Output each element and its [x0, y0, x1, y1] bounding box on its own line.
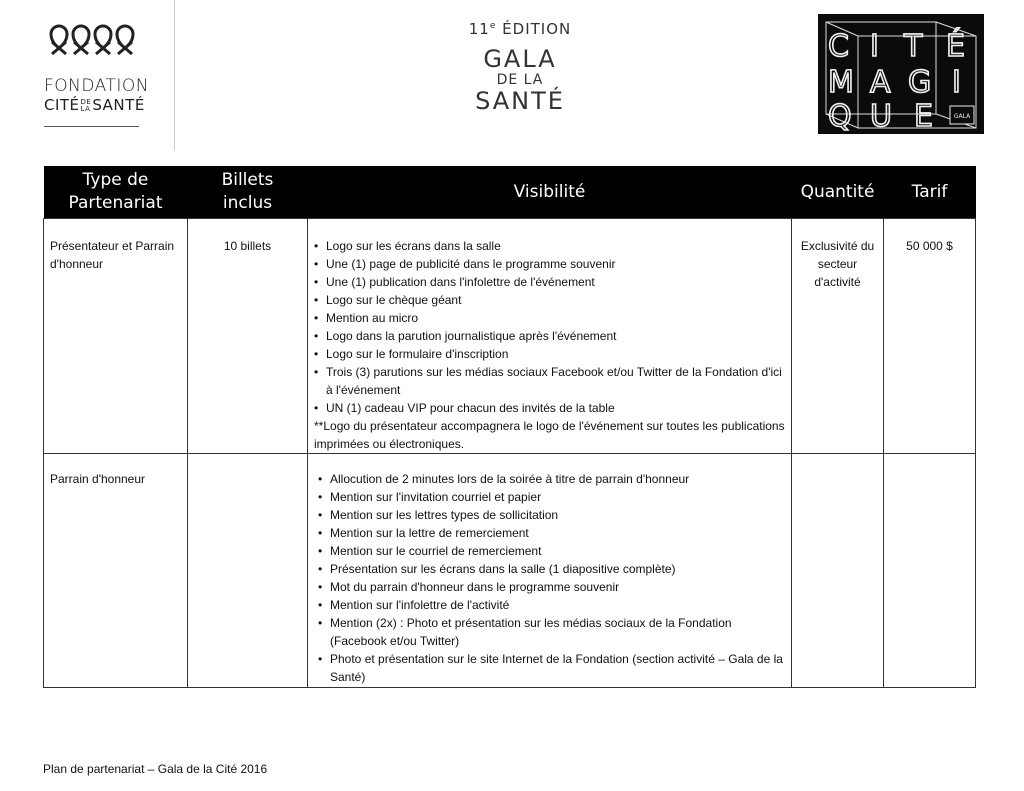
list-item: • UN (1) cadeau VIP pour chacun des invités de la table	[314, 399, 785, 417]
col-header-visibilite: Visibilité	[308, 166, 792, 219]
tarif-cell	[884, 454, 976, 688]
type-text: Présentateur et Parrain d'honneur	[50, 239, 175, 271]
list-item: • Mention sur la lettre de remerciement	[318, 524, 785, 542]
visibility-list	[314, 237, 785, 417]
col-header-billets: Billets inclus	[188, 166, 308, 219]
letter-m: M	[828, 65, 854, 100]
quantite-text: Exclusivité du secteur d'activité	[800, 239, 875, 289]
fondation-logo	[44, 18, 149, 133]
col-header-type: Type de Partenariat	[44, 166, 188, 219]
gala-badge-text: GALA	[953, 113, 971, 120]
list-item: • Logo sur les écrans dans la salle	[314, 237, 785, 255]
type-cell	[44, 219, 188, 454]
edition-word: ÉDITION	[502, 20, 572, 38]
tarif-cell	[884, 219, 976, 454]
list-item: • Mention sur les lettres types de sollicitation	[318, 506, 785, 524]
cite-sante-word	[44, 96, 145, 114]
tarif-text	[884, 454, 975, 470]
letter-u: U	[870, 99, 892, 134]
gala-word: GALA	[483, 45, 557, 73]
de-la-word: DE LA	[496, 72, 544, 88]
table-header-row	[44, 166, 976, 219]
col-header-quantite: Quantité	[792, 166, 884, 219]
list-item: • Mention sur l'infolettre de l'activité	[318, 596, 785, 614]
sante-text: SANTÉ	[92, 96, 145, 114]
logo-underline	[44, 126, 139, 127]
cite-text: CITÉ	[44, 96, 80, 114]
list-item: • Mot du parrain d'honneur dans le programme souvenir	[318, 578, 785, 596]
quantite-cell	[792, 219, 884, 454]
letter-a: A	[870, 65, 891, 100]
list-item: • Mention au micro	[314, 309, 785, 327]
la-text: LA	[80, 104, 91, 113]
gala-title-logo	[440, 20, 600, 114]
header-divider	[174, 0, 175, 150]
list-item: • Photo et présentation sur le site Internet de la Fondation (section activité – Gala de la Santé)	[318, 650, 785, 686]
billets-text	[188, 454, 307, 470]
edition-label	[440, 20, 600, 38]
table-row	[44, 454, 976, 688]
visibilite-cell	[308, 454, 792, 688]
presenter-note: **Logo du présentateur accompagnera le logo de l'événement sur toutes les publications imprimées ou électroniques.	[314, 419, 785, 451]
letter-t: T	[904, 29, 923, 64]
page-footer: Plan de partenariat – Gala de la Cité 2016	[43, 762, 268, 776]
list-item: • Allocution de 2 minutes lors de la soirée à titre de parrain d'honneur	[318, 470, 785, 488]
quantite-text	[792, 454, 883, 470]
edition-suffix: e	[489, 21, 497, 31]
billets-text: 10 billets	[223, 239, 272, 253]
visibilite-cell	[308, 219, 792, 454]
cite-magique-logo	[818, 14, 984, 134]
list-item: • Présentation sur les écrans dans la salle (1 diapositive complète)	[318, 560, 785, 578]
visibility-list	[314, 470, 785, 686]
letter-e: E	[914, 99, 933, 134]
letter-i: I	[870, 29, 879, 64]
fondation-word: FONDATION	[44, 76, 149, 96]
tarif-text: 50 000 $	[906, 239, 953, 253]
letter-q: Q	[828, 99, 852, 134]
list-item: • Une (1) page de publicité dans le programme souvenir	[314, 255, 785, 273]
letter-e-accent: É	[946, 29, 965, 64]
list-item: • Logo sur le chèque géant	[314, 291, 785, 309]
billets-cell	[188, 454, 308, 688]
list-item: • Mention sur l'invitation courriel et papier	[318, 488, 785, 506]
letter-c: C	[828, 29, 849, 64]
de-text: DE	[80, 97, 92, 106]
list-item: • Mention sur le courriel de remerciement	[318, 542, 785, 560]
letter-g: G	[908, 65, 932, 100]
cube-letters-graphic	[818, 14, 984, 134]
billets-cell	[188, 219, 308, 454]
list-item: • Logo dans la parution journalistique après l'événement	[314, 327, 785, 345]
sante-word: SANTÉ	[475, 87, 565, 115]
col-header-tarif: Tarif	[884, 166, 976, 219]
list-item: • Logo sur le formulaire d'inscription	[314, 345, 785, 363]
letter-i2: I	[952, 65, 961, 100]
list-item: • Une (1) publication dans l'infolettre de l'événement	[314, 273, 785, 291]
type-cell	[44, 454, 188, 688]
edition-number: 11	[468, 20, 490, 38]
list-item: • Mention (2x) : Photo et présentation sur les médias sociaux de la Fondation (Facebook et/ou Twitter)	[318, 614, 785, 650]
table-row	[44, 219, 976, 454]
type-text: Parrain d'honneur	[50, 472, 146, 486]
list-item: • Trois (3) parutions sur les médias sociaux Facebook et/ou Twitter de la Fondation d'ici à l'événement	[314, 363, 785, 399]
quantite-cell	[792, 454, 884, 688]
rings-icon	[48, 22, 140, 62]
page-header	[0, 0, 1024, 160]
partnership-table	[43, 166, 976, 688]
